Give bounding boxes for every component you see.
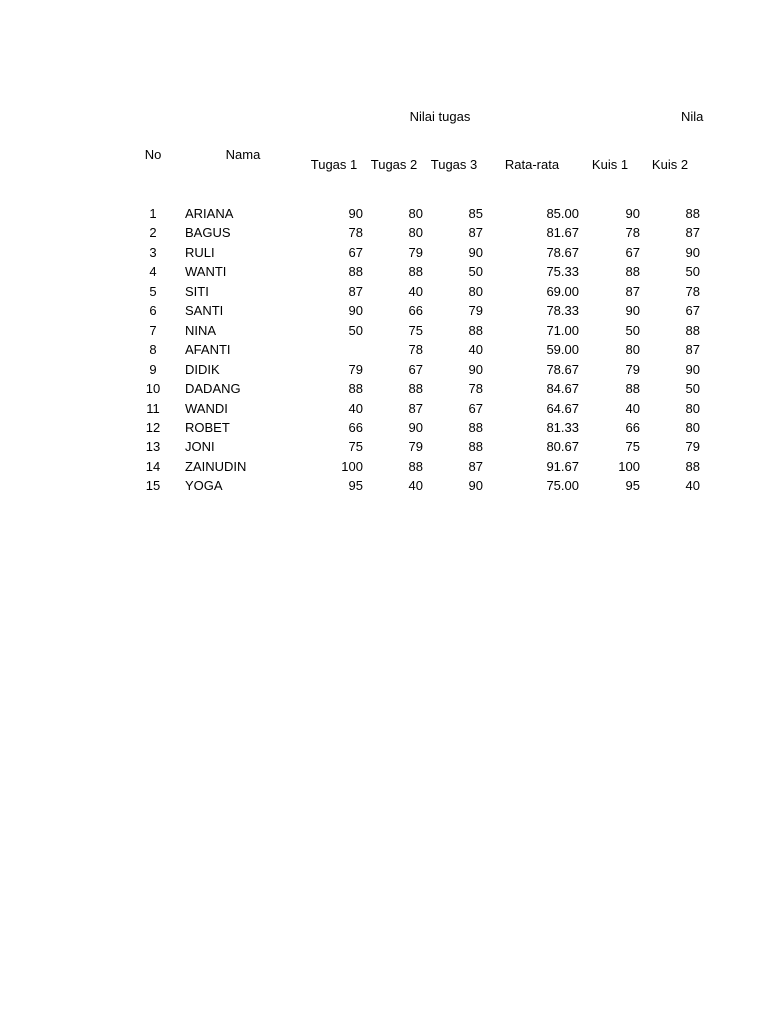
cell-kuis-1: 75 [625,439,640,455]
cell-kuis-2: 79 [685,439,700,455]
cell-nama: SANTI [185,303,224,319]
cell-nama: AFANTI [185,342,231,358]
cell-no: 2 [149,225,157,241]
cell-rata-rata: 85.00 [546,206,579,221]
cell-tugas-3: 88 [468,419,483,435]
cell-no: 6 [149,303,157,319]
table-row [0,401,768,420]
cell-no: 3 [149,244,157,260]
cell-nama: ROBET [185,419,230,435]
cell-kuis-1: 95 [625,478,640,494]
cell-tugas-2: 66 [408,303,423,319]
cell-kuis-1: 50 [625,322,640,338]
cell-rata-rata: 71.00 [546,322,579,338]
cell-tugas-1: 50 [348,322,363,338]
cell-tugas-2: 87 [408,400,423,416]
table-row [0,284,768,303]
column-header-kuis-1: Kuis 1 [591,157,629,172]
cell-nama: RULI [185,244,215,260]
cell-tugas-1: 87 [348,283,363,299]
cell-tugas-3: 85 [468,206,483,221]
cell-kuis-2: 90 [685,244,700,260]
cell-kuis-1: 90 [625,303,640,319]
cell-tugas-1: 88 [348,381,363,397]
cell-tugas-3: 88 [468,439,483,455]
cell-tugas-3: 78 [468,381,483,397]
cell-kuis-1: 87 [625,283,640,299]
cell-nama: DADANG [185,381,241,397]
cell-kuis-2: 40 [685,478,700,494]
table-row [0,362,768,381]
cell-kuis-1: 88 [625,264,640,280]
column-header-rata-rata: Rata-rata [504,157,560,172]
cell-no: 10 [145,381,161,397]
cell-no: 1 [149,206,157,221]
cell-tugas-1: 88 [348,264,363,280]
cell-tugas-2: 40 [408,478,423,494]
cell-kuis-2: 50 [685,264,700,280]
cell-kuis-2: 50 [685,381,700,397]
cell-tugas-3: 87 [468,225,483,241]
cell-nama: BAGUS [185,225,231,241]
cell-nama: ARIANA [185,206,234,221]
cell-rata-rata: 78.33 [546,303,579,319]
cell-no: 5 [149,283,157,299]
cell-tugas-2: 88 [408,381,423,397]
table-row [0,245,768,264]
cell-kuis-1: 88 [625,381,640,397]
group-header-nilai-kuis: Nila [681,109,704,124]
cell-kuis-2: 90 [685,361,700,377]
cell-tugas-1: 67 [348,244,363,260]
cell-rata-rata: 81.33 [546,419,579,435]
cell-tugas-3: 40 [468,342,483,358]
cell-tugas-3: 79 [468,303,483,319]
table-row [0,264,768,283]
cell-rata-rata: 78.67 [546,244,579,260]
cell-no: 11 [146,400,160,416]
cell-no: 15 [145,478,161,494]
cell-tugas-2: 79 [408,244,423,260]
cell-tugas-1: 90 [348,303,363,319]
table-row [0,439,768,458]
table-row [0,478,768,497]
cell-tugas-1: 95 [348,478,363,494]
cell-kuis-2: 87 [685,225,700,241]
cell-tugas-3: 50 [468,264,483,280]
cell-tugas-1: 75 [348,439,363,455]
cell-nama: JONI [185,439,215,455]
cell-tugas-3: 80 [468,283,483,299]
cell-no: 8 [149,342,157,358]
cell-nama: YOGA [185,478,223,494]
cell-kuis-1: 78 [625,225,640,241]
column-header-tugas-3: Tugas 3 [430,157,478,172]
column-header-tugas-2: Tugas 2 [370,157,418,172]
group-header-nilai-tugas: Nilai tugas [409,109,471,124]
cell-kuis-1: 90 [625,206,640,221]
cell-kuis-1: 66 [625,419,640,435]
cell-rata-rata: 78.67 [546,361,579,377]
cell-kuis-1: 67 [625,244,640,260]
cell-kuis-2: 67 [685,303,700,319]
cell-tugas-1: 90 [348,206,363,221]
cell-no: 12 [145,419,161,435]
cell-tugas-3: 90 [468,244,483,260]
column-header-tugas-1: Tugas 1 [310,157,358,172]
cell-tugas-1: 78 [348,225,363,241]
table-row [0,323,768,342]
cell-tugas-1: 100 [341,458,363,474]
cell-no: 7 [149,322,157,338]
cell-tugas-2: 80 [408,225,423,241]
cell-kuis-2: 88 [685,458,700,474]
cell-rata-rata: 75.33 [546,264,579,280]
cell-rata-rata: 80.67 [546,439,579,455]
table-row [0,225,768,244]
cell-kuis-2: 78 [685,283,700,299]
table-row [0,303,768,322]
cell-kuis-2: 87 [685,342,700,358]
cell-nama: ZAINUDIN [185,458,247,474]
cell-kuis-2: 80 [685,419,700,435]
cell-tugas-2: 80 [408,206,423,221]
cell-tugas-3: 90 [468,478,483,494]
cell-rata-rata: 81.67 [546,225,579,241]
table-row [0,206,768,225]
cell-nama: WANTI [185,264,227,280]
cell-rata-rata: 75.00 [546,478,579,494]
cell-rata-rata: 64.67 [546,400,579,416]
table-row [0,342,768,361]
cell-tugas-3: 88 [468,322,483,338]
cell-nama: DIDIK [185,361,220,377]
cell-tugas-2: 79 [408,439,423,455]
cell-rata-rata: 91.67 [546,458,579,474]
cell-tugas-2: 67 [408,361,423,377]
cell-tugas-2: 88 [408,264,423,280]
table-row [0,381,768,400]
cell-no: 14 [145,458,161,474]
cell-rata-rata: 59.00 [546,342,579,358]
table-row [0,420,768,439]
cell-kuis-1: 80 [625,342,640,358]
table-row [0,459,768,478]
column-header-no: No [144,147,162,162]
cell-tugas-1: 79 [348,361,363,377]
cell-tugas-2: 90 [408,419,423,435]
cell-tugas-2: 78 [408,342,423,358]
cell-kuis-1: 40 [625,400,640,416]
cell-no: 9 [149,361,157,377]
cell-no: 4 [149,264,157,280]
cell-no: 13 [145,439,161,455]
column-header-kuis-2: Kuis 2 [651,157,689,172]
cell-tugas-1: 40 [348,400,363,416]
cell-tugas-1: 66 [348,419,363,435]
column-header-nama: Nama [225,147,261,162]
cell-kuis-2: 88 [685,322,700,338]
cell-kuis-1: 100 [618,458,640,474]
cell-tugas-2: 40 [408,283,423,299]
cell-tugas-3: 67 [468,400,483,416]
cell-kuis-2: 80 [685,400,700,416]
cell-tugas-3: 90 [468,361,483,377]
cell-tugas-3: 87 [468,458,483,474]
cell-nama: NINA [185,322,217,338]
cell-nama: SITI [185,283,209,299]
cell-rata-rata: 69.00 [546,283,579,299]
cell-tugas-2: 88 [408,458,423,474]
cell-kuis-2: 88 [685,206,700,221]
cell-kuis-1: 79 [625,361,640,377]
cell-nama: WANDI [185,400,228,416]
cell-tugas-2: 75 [408,322,423,338]
cell-rata-rata: 84.67 [546,381,579,397]
